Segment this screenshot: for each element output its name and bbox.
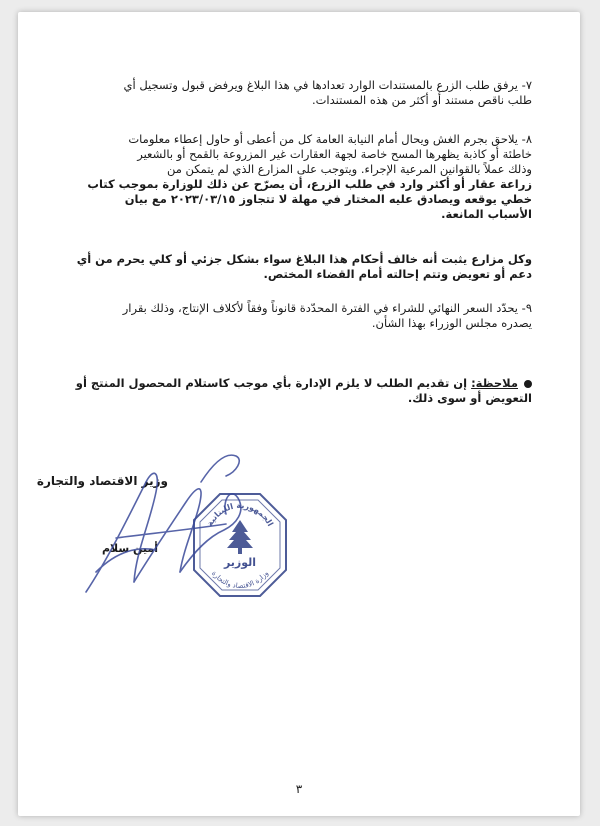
clause-8-line-6: الأسباب المانعة. [441,207,532,221]
minister-title: وزير الاقتصاد والتجارة [36,474,168,488]
clause-8-line-3: وذلك عملاً بالقوانين المرعية الإجراء. ويتوجب على المزارع الذي لم يتمكن من [166,162,532,176]
document-page [18,12,580,816]
clause-8-line-5: خطي يوقعه ويصادق عليه المختار في مهلة لا تتجاوز ٢٠٢٣/٠٣/١٥ مع بيان [124,192,532,206]
clause-8-line-1: ٨- يلاحق بجرم الغش ويحال أمام النيابة العامة كل من أعطى أو حاول إعطاء معلومات [128,132,532,146]
seal-top-text: الجمهورية اللبنانية [205,500,275,528]
clause-7-line-2: طلب ناقص مستند أو أكثر من هذه المستندات. [311,93,532,107]
clause-8 [52,132,532,222]
penalty-warning-line-2: دعم أو تعويض وتتم إحالته أمام القضاء المختص. [263,267,532,281]
clause-7-line-1: ٧- يرفق طلب الزرع بالمستندات الوارد تعدادها في هذا البلاغ ويرفض قبول وتسجيل أي [123,78,532,92]
handwritten-signature [76,442,266,602]
penalty-warning-line-1: وكل مزارع يثبت أنه خالف أحكام هذا البلاغ سواء بشكل جزئي أو كلي يحرم من أي [76,252,532,266]
note [52,376,532,406]
note-line-1 [52,376,532,391]
seal-bottom-text: وزارة الاقتصاد والتجارة [209,569,271,591]
bullet-icon [524,380,532,388]
note-text-1: إن تقديم الطلب لا يلزم الإدارة بأي موجب كاستلام المحصول المنتج أو [75,376,472,390]
clause-9-line-2: يصدره مجلس الوزراء بهذا الشأن. [371,316,532,330]
page-number: ٣ [295,782,303,796]
penalty-warning [52,252,532,282]
clause-9-line-1: ٩- يحدّد السعر النهائي للشراء في الفترة المحدّدة قانوناً وفقاً لأكلاف الإنتاج، وذلك بقرار [122,301,532,315]
clause-8-line-4: زراعة عقار أو أكثر وارد في طلب الزرع، أن يصرّح عن ذلك للوزارة بموجب كتاب [87,177,532,191]
note-line-2: التعويض أو سوى ذلك. [407,391,532,405]
minister-name: أمين سلام [101,542,158,555]
seal-center-text: الوزير [223,556,257,569]
note-label: ملاحظة: [471,376,518,390]
clause-8-line-2: خاطئة أو كاذبة يظهرها المسح خاصة لجهة العقارات غير المزروعة بالقمح أو بالشعير [137,147,532,161]
clause-9 [52,301,532,331]
clause-7 [52,78,532,108]
